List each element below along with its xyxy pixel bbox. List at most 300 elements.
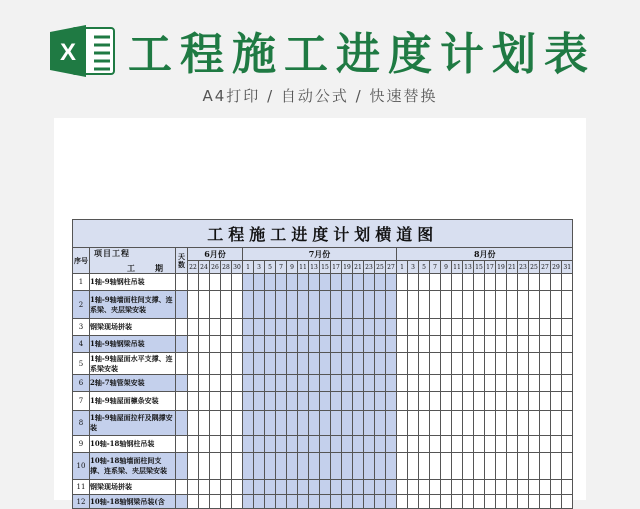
gantt-cell <box>419 274 430 291</box>
gantt-cell <box>375 411 386 436</box>
table-row <box>73 436 573 453</box>
table-caption: 工程施工进度计划横道图 <box>73 220 573 248</box>
gantt-cell <box>199 291 210 319</box>
gantt-cell <box>474 411 485 436</box>
gantt-cell <box>529 411 540 436</box>
gantt-cell <box>529 375 540 392</box>
gantt-cell <box>298 480 309 495</box>
gantt-cell <box>463 411 474 436</box>
gantt-cell <box>309 453 320 480</box>
gantt-cell <box>540 411 551 436</box>
gantt-cell <box>276 411 287 436</box>
gantt-cell <box>463 353 474 375</box>
gantt-cell <box>375 375 386 392</box>
gantt-cell <box>221 480 232 495</box>
gantt-cell <box>562 453 573 480</box>
gantt-cell <box>518 480 529 495</box>
gantt-cell <box>551 336 562 353</box>
gantt-cell <box>243 336 254 353</box>
day-header: 19 <box>496 261 507 274</box>
day-header: 11 <box>298 261 309 274</box>
day-header: 3 <box>408 261 419 274</box>
day-header: 21 <box>353 261 364 274</box>
gantt-cell <box>507 274 518 291</box>
gantt-cell <box>397 453 408 480</box>
gantt-cell <box>320 411 331 436</box>
table-row <box>73 336 573 353</box>
gantt-cell <box>518 495 529 509</box>
gantt-cell <box>419 291 430 319</box>
gantt-cell <box>529 274 540 291</box>
gantt-cell <box>298 336 309 353</box>
gantt-cell <box>562 375 573 392</box>
sheet-preview <box>54 118 586 506</box>
gantt-cell <box>386 495 397 509</box>
row-days <box>176 353 188 375</box>
gantt-cell <box>518 411 529 436</box>
gantt-cell <box>254 392 265 411</box>
gantt-cell <box>441 319 452 336</box>
gantt-cell <box>232 392 243 411</box>
gantt-cell <box>419 480 430 495</box>
gantt-cell <box>375 319 386 336</box>
gantt-cell <box>485 453 496 480</box>
gantt-cell <box>529 291 540 319</box>
gantt-cell <box>188 495 199 509</box>
day-header: 23 <box>364 261 375 274</box>
gantt-cell <box>232 480 243 495</box>
gantt-cell <box>441 291 452 319</box>
gantt-cell <box>430 336 441 353</box>
row-item: 钢梁现场拼装 <box>90 480 176 495</box>
gantt-cell <box>430 291 441 319</box>
gantt-cell <box>287 480 298 495</box>
gantt-cell <box>232 336 243 353</box>
row-days <box>176 319 188 336</box>
gantt-cell <box>276 495 287 509</box>
day-header: 17 <box>485 261 496 274</box>
row-item: 1轴-9轴钢柱吊装 <box>90 274 176 291</box>
gantt-cell <box>287 319 298 336</box>
gantt-cell <box>276 274 287 291</box>
gantt-cell <box>474 453 485 480</box>
row-item: 10轴-18轴墙面柱间支撑、连系梁、夹层梁安装 <box>90 453 176 480</box>
gantt-cell <box>452 392 463 411</box>
gantt-cell <box>551 319 562 336</box>
gantt-cell <box>408 274 419 291</box>
gantt-cell <box>188 392 199 411</box>
gantt-cell <box>309 392 320 411</box>
gantt-cell <box>254 375 265 392</box>
header <box>0 0 640 118</box>
gantt-cell <box>408 291 419 319</box>
schedule-table-wrap <box>72 219 572 506</box>
gantt-cell <box>562 336 573 353</box>
gantt-cell <box>397 353 408 375</box>
phase-label: 工 期 <box>127 262 169 273</box>
gantt-cell <box>309 495 320 509</box>
gantt-cell <box>342 480 353 495</box>
gantt-cell <box>243 353 254 375</box>
day-header: 15 <box>320 261 331 274</box>
gantt-cell <box>452 353 463 375</box>
row-item: 10轴-18轴钢梁吊装(含 <box>90 495 176 509</box>
gantt-cell <box>485 392 496 411</box>
gantt-cell <box>221 392 232 411</box>
gantt-cell <box>463 291 474 319</box>
gantt-cell <box>254 274 265 291</box>
gantt-cell <box>342 319 353 336</box>
day-header: 13 <box>309 261 320 274</box>
gantt-cell <box>496 336 507 353</box>
gantt-cell <box>430 375 441 392</box>
gantt-cell <box>331 453 342 480</box>
gantt-cell <box>320 375 331 392</box>
row-seq: 9 <box>73 436 90 453</box>
row-item: 10轴-18轴钢柱吊装 <box>90 436 176 453</box>
gantt-cell <box>496 480 507 495</box>
day-header: 1 <box>243 261 254 274</box>
gantt-cell <box>309 274 320 291</box>
gantt-cell <box>199 495 210 509</box>
gantt-cell <box>386 453 397 480</box>
gantt-cell <box>364 336 375 353</box>
gantt-cell <box>364 375 375 392</box>
gantt-cell <box>386 353 397 375</box>
gantt-cell <box>408 375 419 392</box>
gantt-cell <box>353 436 364 453</box>
gantt-cell <box>551 480 562 495</box>
gantt-cell <box>452 453 463 480</box>
gantt-cell <box>408 453 419 480</box>
table-row <box>73 392 573 411</box>
gantt-cell <box>375 453 386 480</box>
gantt-cell <box>507 495 518 509</box>
gantt-cell <box>342 336 353 353</box>
gantt-cell <box>430 495 441 509</box>
gantt-cell <box>309 319 320 336</box>
col-days-header: 天数 <box>176 248 188 274</box>
gantt-cell <box>188 336 199 353</box>
gantt-cell <box>342 453 353 480</box>
gantt-cell <box>485 480 496 495</box>
gantt-cell <box>529 436 540 453</box>
gantt-cell <box>320 319 331 336</box>
gantt-cell <box>507 453 518 480</box>
row-item: 1轴-9轴屋面水平支撑、连系梁安装 <box>90 353 176 375</box>
gantt-cell <box>353 319 364 336</box>
gantt-cell <box>430 319 441 336</box>
gantt-cell <box>496 353 507 375</box>
gantt-cell <box>331 274 342 291</box>
gantt-cell <box>188 453 199 480</box>
gantt-cell <box>298 495 309 509</box>
gantt-cell <box>452 411 463 436</box>
gantt-cell <box>496 291 507 319</box>
gantt-cell <box>199 392 210 411</box>
gantt-cell <box>309 375 320 392</box>
gantt-cell <box>188 291 199 319</box>
gantt-cell <box>320 336 331 353</box>
day-header: 28 <box>221 261 232 274</box>
gantt-cell <box>397 411 408 436</box>
gantt-cell <box>331 495 342 509</box>
gantt-cell <box>518 392 529 411</box>
gantt-cell <box>353 453 364 480</box>
gantt-cell <box>342 291 353 319</box>
gantt-cell <box>485 353 496 375</box>
gantt-cell <box>221 336 232 353</box>
page-title: 工程施工进度计划表 <box>128 29 596 80</box>
gantt-cell <box>320 274 331 291</box>
gantt-cell <box>474 495 485 509</box>
gantt-cell <box>562 353 573 375</box>
row-seq: 8 <box>73 411 90 436</box>
day-header: 17 <box>331 261 342 274</box>
gantt-cell <box>540 480 551 495</box>
gantt-cell <box>529 336 540 353</box>
gantt-cell <box>507 392 518 411</box>
gantt-cell <box>507 319 518 336</box>
day-header: 7 <box>430 261 441 274</box>
gantt-cell <box>540 392 551 411</box>
day-header: 7 <box>276 261 287 274</box>
gantt-cell <box>419 336 430 353</box>
gantt-cell <box>408 495 419 509</box>
gantt-cell <box>474 480 485 495</box>
gantt-cell <box>221 319 232 336</box>
gantt-cell <box>199 480 210 495</box>
gantt-cell <box>265 392 276 411</box>
gantt-cell <box>452 480 463 495</box>
gantt-cell <box>342 392 353 411</box>
gantt-cell <box>485 411 496 436</box>
gantt-cell <box>320 353 331 375</box>
gantt-cell <box>309 336 320 353</box>
gantt-cell <box>551 411 562 436</box>
gantt-cell <box>474 291 485 319</box>
day-header: 9 <box>287 261 298 274</box>
gantt-cell <box>463 480 474 495</box>
day-header: 25 <box>375 261 386 274</box>
row-seq: 1 <box>73 274 90 291</box>
gantt-cell <box>386 436 397 453</box>
row-item: 1轴-9轴钢梁吊装 <box>90 336 176 353</box>
gantt-cell <box>232 353 243 375</box>
gantt-cell <box>232 436 243 453</box>
gantt-cell <box>496 436 507 453</box>
gantt-cell <box>529 453 540 480</box>
gantt-cell <box>265 495 276 509</box>
gantt-cell <box>507 353 518 375</box>
gantt-cell <box>518 319 529 336</box>
row-days <box>176 411 188 436</box>
day-header: 29 <box>551 261 562 274</box>
gantt-cell <box>199 336 210 353</box>
gantt-cell <box>419 353 430 375</box>
gantt-cell <box>331 392 342 411</box>
gantt-cell <box>397 375 408 392</box>
gantt-cell <box>562 480 573 495</box>
gantt-cell <box>254 495 265 509</box>
row-seq: 11 <box>73 480 90 495</box>
gantt-cell <box>188 436 199 453</box>
day-header: 5 <box>265 261 276 274</box>
gantt-cell <box>320 480 331 495</box>
gantt-cell <box>210 392 221 411</box>
gantt-cell <box>474 353 485 375</box>
gantt-cell <box>419 436 430 453</box>
gantt-cell <box>474 436 485 453</box>
gantt-cell <box>441 411 452 436</box>
gantt-cell <box>210 353 221 375</box>
gantt-cell <box>529 480 540 495</box>
gantt-cell <box>188 353 199 375</box>
day-header: 21 <box>507 261 518 274</box>
gantt-cell <box>507 336 518 353</box>
gantt-cell <box>529 353 540 375</box>
gantt-cell <box>397 495 408 509</box>
gantt-cell <box>254 411 265 436</box>
row-item: 1轴-9轴屋面檩条安装 <box>90 392 176 411</box>
gantt-cell <box>210 495 221 509</box>
gantt-cell <box>485 375 496 392</box>
gantt-cell <box>419 392 430 411</box>
gantt-cell <box>254 353 265 375</box>
gantt-cell <box>430 453 441 480</box>
gantt-cell <box>496 319 507 336</box>
gantt-cell <box>309 436 320 453</box>
table-row <box>73 453 573 480</box>
gantt-cell <box>287 453 298 480</box>
table-row <box>73 319 573 336</box>
gantt-cell <box>309 411 320 436</box>
gantt-cell <box>441 436 452 453</box>
gantt-cell <box>441 353 452 375</box>
gantt-cell <box>562 392 573 411</box>
gantt-cell <box>518 453 529 480</box>
gantt-cell <box>485 274 496 291</box>
gantt-cell <box>364 291 375 319</box>
gantt-cell <box>309 291 320 319</box>
gantt-cell <box>551 453 562 480</box>
gantt-cell <box>430 353 441 375</box>
gantt-cell <box>540 291 551 319</box>
gantt-cell <box>375 336 386 353</box>
gantt-cell <box>276 375 287 392</box>
gantt-cell <box>188 375 199 392</box>
gantt-cell <box>276 319 287 336</box>
page-subtitle: A4打印 / 自动公式 / 快速替换 <box>202 87 438 105</box>
gantt-cell <box>265 319 276 336</box>
gantt-cell <box>540 375 551 392</box>
gantt-cell <box>331 480 342 495</box>
gantt-cell <box>562 319 573 336</box>
gantt-cell <box>364 453 375 480</box>
gantt-cell <box>518 436 529 453</box>
table-row <box>73 291 573 319</box>
gantt-cell <box>342 274 353 291</box>
gantt-cell <box>265 353 276 375</box>
gantt-cell <box>254 319 265 336</box>
gantt-cell <box>298 353 309 375</box>
gantt-cell <box>221 375 232 392</box>
gantt-cell <box>386 291 397 319</box>
day-header: 13 <box>463 261 474 274</box>
gantt-cell <box>364 392 375 411</box>
gantt-cell <box>188 274 199 291</box>
gantt-cell <box>210 453 221 480</box>
gantt-cell <box>375 291 386 319</box>
gantt-cell <box>540 336 551 353</box>
day-header: 19 <box>342 261 353 274</box>
gantt-cell <box>430 411 441 436</box>
gantt-cell <box>441 480 452 495</box>
gantt-cell <box>298 392 309 411</box>
gantt-cell <box>364 495 375 509</box>
day-header: 22 <box>188 261 199 274</box>
gantt-cell <box>276 353 287 375</box>
day-header: 30 <box>232 261 243 274</box>
gantt-cell <box>507 375 518 392</box>
gantt-cell <box>518 291 529 319</box>
gantt-cell <box>331 319 342 336</box>
table-row <box>73 375 573 392</box>
gantt-cell <box>287 411 298 436</box>
gantt-cell <box>496 375 507 392</box>
table-row <box>73 495 573 509</box>
gantt-cell <box>342 375 353 392</box>
gantt-cell <box>254 436 265 453</box>
gantt-cell <box>364 319 375 336</box>
row-item: 1轴-9轴墙面柱间支撑、连系梁、夹层梁安装 <box>90 291 176 319</box>
gantt-cell <box>397 480 408 495</box>
gantt-cell <box>551 291 562 319</box>
gantt-cell <box>287 353 298 375</box>
gantt-cell <box>221 453 232 480</box>
gantt-cell <box>375 274 386 291</box>
gantt-cell <box>353 336 364 353</box>
month-june: 6月份 <box>188 248 243 261</box>
gantt-cell <box>265 411 276 436</box>
gantt-cell <box>408 392 419 411</box>
row-days <box>176 495 188 509</box>
gantt-cell <box>353 274 364 291</box>
gantt-cell <box>430 480 441 495</box>
day-header: 5 <box>419 261 430 274</box>
gantt-cell <box>210 411 221 436</box>
gantt-cell <box>254 453 265 480</box>
gantt-cell <box>298 436 309 453</box>
gantt-cell <box>452 375 463 392</box>
gantt-cell <box>265 336 276 353</box>
gantt-cell <box>452 291 463 319</box>
gantt-cell <box>265 436 276 453</box>
col-item-header <box>90 248 176 274</box>
gantt-cell <box>320 453 331 480</box>
gantt-cell <box>210 336 221 353</box>
table-row <box>73 274 573 291</box>
gantt-cell <box>507 411 518 436</box>
gantt-cell <box>551 375 562 392</box>
day-header: 23 <box>518 261 529 274</box>
gantt-cell <box>298 274 309 291</box>
row-item: 钢梁现场拼装 <box>90 319 176 336</box>
gantt-cell <box>364 411 375 436</box>
gantt-cell <box>276 436 287 453</box>
gantt-cell <box>298 319 309 336</box>
gantt-cell <box>562 274 573 291</box>
